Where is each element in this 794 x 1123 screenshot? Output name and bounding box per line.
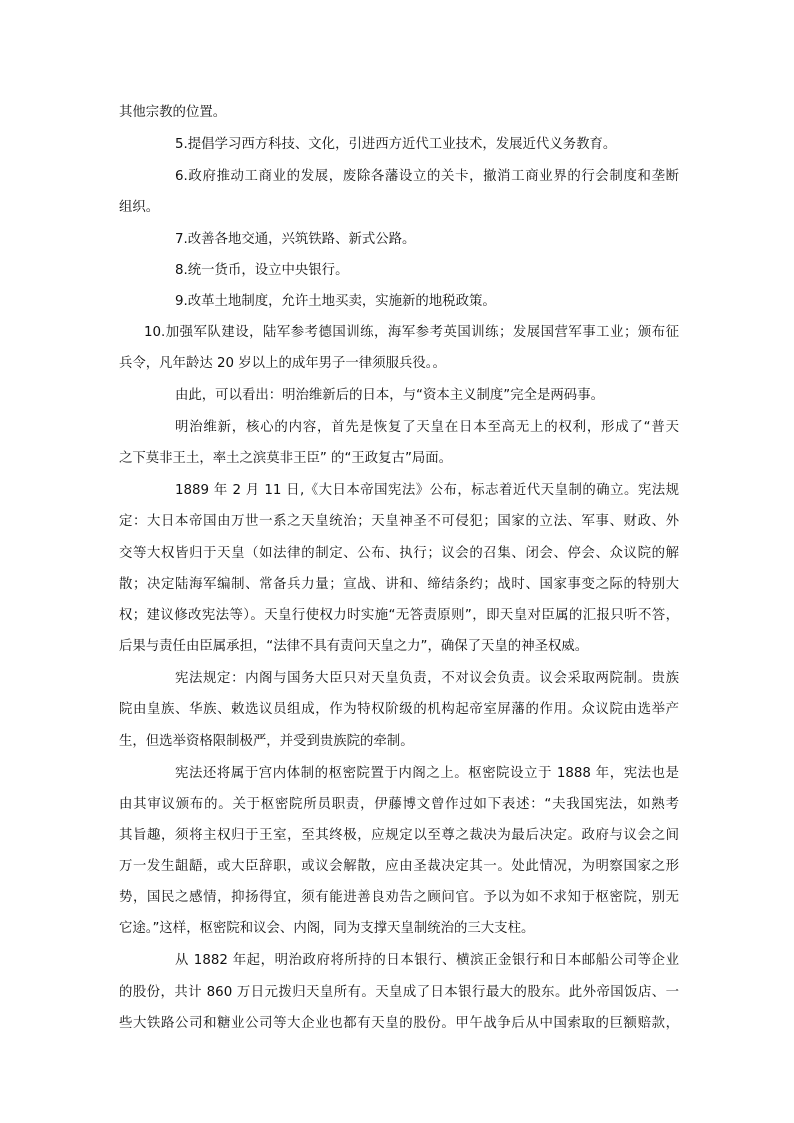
text-line: 组织。 <box>119 200 160 215</box>
paragraph-line: 定：大日本帝国由万世一系之天皇统治；天皇神圣不可侵犯；国家的立法、军事、财政、外 <box>119 514 679 529</box>
paragraph-line: 生，但选举资格限制极严，并受到贵族院的牵制。 <box>119 734 414 749</box>
text-line: 兵令，凡年龄达 20 岁以上的成年男子一律须服兵役。。 <box>119 356 446 371</box>
list-item: 6.政府推动工商业的发展，废除各藩设立的关卡，撤消工商业界的行会制度和垄断 <box>175 169 679 184</box>
paragraph-line: 后果与责任由臣属承担，“法律不具有责问天皇之力”，确保了天皇的神圣权威。 <box>119 639 589 654</box>
paragraph-line: 些大铁路公司和糖业公司等大企业也都有天皇的股份。甲午战争后从中国索取的巨额赔款， <box>119 1016 679 1031</box>
paragraph-line: 院由皇族、华族、敕选议员组成，作为特权阶级的机构起帝室屏藩的作用。众议院由选举产 <box>119 702 679 717</box>
paragraph-line: 的股份，共计 860 万日元拨归天皇所有。天皇成了日本银行最大的股东。此外帝国饭店、一 <box>119 985 679 1000</box>
paragraph-line: 它途。”这样，枢密院和议会、内阁，同为支撑天皇制统治的三大支柱。 <box>119 921 535 936</box>
paragraph-line: 明治维新，核心的内容，首先是恢复了天皇在日本至高无上的权利，形成了“普天 <box>175 420 679 435</box>
paragraph-line: 权；建议修改宪法等）。天皇行使权力时实施“无答责原则”，即天皇对臣属的汇报只听不答， <box>119 608 679 623</box>
text-line: 其他宗教的位置。 <box>119 105 227 120</box>
list-item: 5.提倡学习西方科技、文化，引进西方近代工业技术，发展近代义务教育。 <box>175 137 617 152</box>
list-item: 8.统一货币，设立中央银行。 <box>175 263 349 278</box>
list-item: 9.改革土地制度，允许土地买卖，实施新的地税政策。 <box>175 294 496 309</box>
paragraph-line: 由其审议颁布的。关于枢密院所员职责，伊藤博文曾作过如下表述：“夫我国宪法，如熟考 <box>119 797 679 812</box>
paragraph-line: 1889 年 2 月 11 日,《大日本帝国宪法》公布，标志着近代天皇制的确立。宪法规 <box>175 483 679 498</box>
paragraph-line: 其旨趣，须将主权归于王室，至其终极，应规定以至尊之裁决为最后决定。政府与议会之间 <box>119 828 679 843</box>
paragraph-line: 宪法规定：内阁与国务大臣只对天皇负责，不对议会负责。议会采取两院制。贵族 <box>175 671 679 686</box>
paragraph-line: 万一发生龃龉，或大臣辞职，或议会解散，应由圣裁决定其一。处此情况，为明察国家之形 <box>119 859 679 874</box>
paragraph-line: 从 1882 年起，明治政府将所持的日本银行、横滨正金银行和日本邮船公司等企业 <box>175 953 679 968</box>
list-item: 7.改善各地交通，兴筑铁路、新式公路。 <box>175 232 416 247</box>
paragraph-line: 之下莫非王土，率土之滨莫非王臣” 的“王政复古”局面。 <box>119 451 453 466</box>
paragraph-line: 势，国民之感情，抑扬得宜，须有能进善良劝告之顾问官。予以为如不求知于枢密院，别无 <box>119 890 679 905</box>
list-item: 10.加强军队建设，陆军参考德国训练，海军参考英国训练；发展国营军事工业；颁布征 <box>144 325 679 340</box>
paragraph-line: 由此，可以看出：明治维新后的日本，与“资本主义制度”完全是两码事。 <box>175 388 604 403</box>
paragraph-line: 宪法还将属于宫内体制的枢密院置于内阁之上。枢密院设立于 1888 年，宪法也是 <box>175 766 679 781</box>
paragraph-line: 散；决定陆海军编制、常备兵力量；宣战、讲和、缔结条约；战时、国家事变之际的特别大 <box>119 577 679 592</box>
paragraph-line: 交等大权皆归于天皇（如法律的制定、公布、执行；议会的召集、闭会、停会、众议院的解 <box>119 546 679 561</box>
